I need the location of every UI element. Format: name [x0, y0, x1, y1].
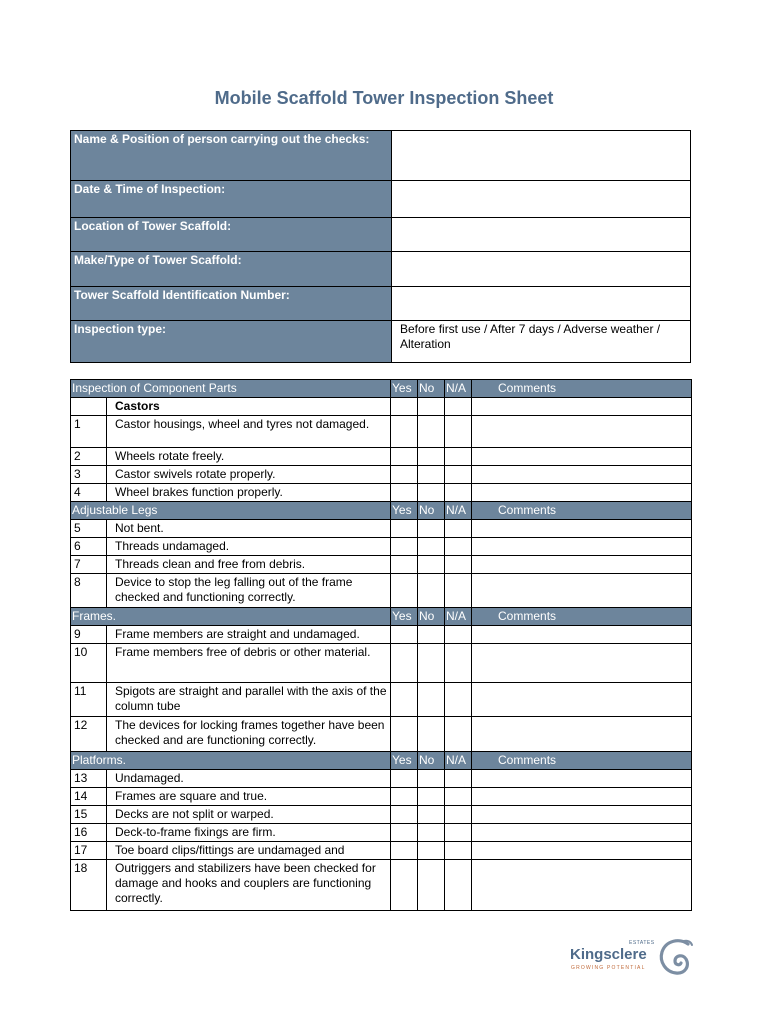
row-number: 6	[71, 538, 107, 556]
na-column-header: N/A	[445, 502, 472, 520]
details-value[interactable]	[392, 181, 691, 218]
checklist-item-text: Threads clean and free from debris.	[107, 556, 391, 574]
no-cell[interactable]	[418, 448, 445, 466]
checklist-item-text: The devices for locking frames together have been checked and are functioning correctly.	[107, 717, 391, 752]
checklist-item-text: Frame members are straight and undamaged.	[107, 626, 391, 644]
no-cell[interactable]	[418, 842, 445, 860]
row-number: 5	[71, 520, 107, 538]
comments-cell[interactable]	[472, 860, 692, 911]
comments-cell[interactable]	[472, 770, 692, 788]
na-column-header: N/A	[445, 752, 472, 770]
checklist-item-text: Spigots are straight and parallel with the axis of the column tube	[107, 683, 391, 717]
logo-estates: ESTATES	[629, 940, 655, 946]
comments-column-header: Comments	[472, 608, 692, 626]
na-cell[interactable]	[445, 626, 472, 644]
checklist-row	[71, 538, 692, 556]
no-column-header: No	[418, 752, 445, 770]
comments-cell[interactable]	[472, 556, 692, 574]
checklist-item-text: Frame members free of debris or other material.	[107, 644, 391, 683]
checklist-item-text: Threads undamaged.	[107, 538, 391, 556]
comments-cell[interactable]	[472, 717, 692, 752]
na-cell[interactable]	[445, 520, 472, 538]
details-row	[71, 321, 691, 363]
subheading-row	[71, 398, 692, 416]
checklist-row	[71, 466, 692, 484]
checklist-item-text: Device to stop the leg falling out of the frame checked and functioning correctly.	[107, 574, 391, 608]
na-cell[interactable]	[445, 683, 472, 717]
logo-tagline: GROWING POTENTIAL	[571, 965, 646, 971]
na-cell[interactable]	[445, 842, 472, 860]
no-cell[interactable]	[418, 626, 445, 644]
swirl-icon	[658, 938, 694, 976]
inspection-table	[70, 379, 692, 911]
yes-cell[interactable]	[391, 770, 418, 788]
no-cell[interactable]	[418, 416, 445, 448]
yes-cell[interactable]	[391, 717, 418, 752]
section-title: Adjustable Legs	[71, 502, 391, 520]
checklist-item-text: Castor swivels rotate properly.	[107, 466, 391, 484]
na-cell[interactable]	[445, 484, 472, 502]
comments-cell[interactable]	[472, 466, 692, 484]
na-cell[interactable]	[445, 538, 472, 556]
checklist-item-text: Decks are not split or warped.	[107, 806, 391, 824]
checklist-row	[71, 574, 692, 608]
checklist-row	[71, 860, 692, 911]
checklist-row	[71, 717, 692, 752]
yes-cell[interactable]	[391, 626, 418, 644]
yes-cell[interactable]	[391, 824, 418, 842]
na-cell[interactable]	[445, 717, 472, 752]
yes-cell[interactable]	[391, 484, 418, 502]
yes-cell[interactable]	[391, 556, 418, 574]
no-column-header: No	[418, 380, 445, 398]
yes-cell[interactable]	[391, 644, 418, 683]
checklist-item-text: Frames are square and true.	[107, 788, 391, 806]
no-column-header: No	[418, 502, 445, 520]
yes-cell[interactable]	[391, 398, 418, 416]
no-cell[interactable]	[418, 683, 445, 717]
no-cell[interactable]	[418, 398, 445, 416]
yes-cell[interactable]	[391, 538, 418, 556]
comments-cell[interactable]	[472, 626, 692, 644]
details-label: Date & Time of Inspection:	[71, 181, 392, 218]
inspection-type-value[interactable]: Before first use / After 7 days / Adverse weather / Alteration	[392, 321, 691, 363]
row-number: 15	[71, 806, 107, 824]
no-cell[interactable]	[418, 538, 445, 556]
checklist-row	[71, 806, 692, 824]
row-number: 2	[71, 448, 107, 466]
checklist-row	[71, 824, 692, 842]
comments-cell[interactable]	[472, 574, 692, 608]
checklist-row	[71, 520, 692, 538]
details-value[interactable]	[392, 131, 691, 181]
checklist-item-text: Wheels rotate freely.	[107, 448, 391, 466]
details-row	[71, 287, 691, 321]
no-cell[interactable]	[418, 520, 445, 538]
comments-cell[interactable]	[472, 644, 692, 683]
yes-cell[interactable]	[391, 806, 418, 824]
checklist-item-text: Deck-to-frame fixings are firm.	[107, 824, 391, 842]
details-value[interactable]	[392, 218, 691, 252]
na-cell[interactable]	[445, 556, 472, 574]
details-row	[71, 181, 691, 218]
comments-cell[interactable]	[472, 484, 692, 502]
na-cell[interactable]	[445, 806, 472, 824]
na-cell[interactable]	[445, 644, 472, 683]
no-cell[interactable]	[418, 466, 445, 484]
comments-column-header: Comments	[472, 502, 692, 520]
details-row	[71, 218, 691, 252]
comments-cell[interactable]	[472, 824, 692, 842]
yes-cell[interactable]	[391, 683, 418, 717]
row-number	[71, 398, 107, 416]
yes-column-header: Yes	[391, 502, 418, 520]
checklist-row	[71, 788, 692, 806]
no-cell[interactable]	[418, 556, 445, 574]
row-number: 18	[71, 860, 107, 911]
na-cell[interactable]	[445, 770, 472, 788]
checklist-item-text: Not bent.	[107, 520, 391, 538]
row-number: 14	[71, 788, 107, 806]
comments-column-header: Comments	[472, 380, 692, 398]
details-label: Make/Type of Tower Scaffold:	[71, 252, 392, 287]
details-row	[71, 252, 691, 287]
no-cell[interactable]	[418, 788, 445, 806]
yes-cell[interactable]	[391, 842, 418, 860]
yes-cell[interactable]	[391, 788, 418, 806]
comments-column-header: Comments	[472, 752, 692, 770]
row-number: 9	[71, 626, 107, 644]
comments-cell[interactable]	[472, 416, 692, 448]
subheading: Castors	[107, 398, 391, 416]
section-title: Inspection of Component Parts	[71, 380, 391, 398]
checklist-item-text: Outriggers and stabilizers have been checked for damage and hooks and couplers are functioning correctly.	[107, 860, 391, 911]
row-number: 7	[71, 556, 107, 574]
kingsclere-logo	[570, 936, 694, 978]
yes-column-header: Yes	[391, 380, 418, 398]
section-header-row	[71, 752, 692, 770]
comments-cell[interactable]	[472, 448, 692, 466]
comments-cell[interactable]	[472, 538, 692, 556]
details-label: Inspection type:	[71, 321, 392, 363]
row-number: 11	[71, 683, 107, 717]
comments-cell[interactable]	[472, 520, 692, 538]
checklist-item-text: Castor housings, wheel and tyres not damaged.	[107, 416, 391, 448]
yes-cell[interactable]	[391, 574, 418, 608]
checklist-row	[71, 626, 692, 644]
comments-cell[interactable]	[472, 788, 692, 806]
row-number: 8	[71, 574, 107, 608]
no-cell[interactable]	[418, 806, 445, 824]
checklist-row	[71, 683, 692, 717]
row-number: 4	[71, 484, 107, 502]
checklist-row	[71, 416, 692, 448]
row-number: 17	[71, 842, 107, 860]
row-number: 16	[71, 824, 107, 842]
checklist-item-text: Toe board clips/fittings are undamaged and	[107, 842, 391, 860]
no-cell[interactable]	[418, 717, 445, 752]
checklist-row	[71, 556, 692, 574]
document-title: Mobile Scaffold Tower Inspection Sheet	[214, 88, 554, 108]
section-title: Platforms.	[71, 752, 391, 770]
no-cell[interactable]	[418, 574, 445, 608]
details-value[interactable]	[392, 252, 691, 287]
details-row	[71, 131, 691, 181]
details-table	[70, 130, 691, 363]
details-value[interactable]	[392, 287, 691, 321]
section-header-row	[71, 608, 692, 626]
details-label: Location of Tower Scaffold:	[71, 218, 392, 252]
yes-cell[interactable]	[391, 520, 418, 538]
checklist-row	[71, 644, 692, 683]
no-cell[interactable]	[418, 824, 445, 842]
no-cell[interactable]	[418, 860, 445, 911]
yes-cell[interactable]	[391, 416, 418, 448]
checklist-row	[71, 770, 692, 788]
na-cell[interactable]	[445, 860, 472, 911]
na-column-header: N/A	[445, 380, 472, 398]
na-cell[interactable]	[445, 398, 472, 416]
checklist-item-text: Wheel brakes function properly.	[107, 484, 391, 502]
checklist-row	[71, 448, 692, 466]
no-column-header: No	[418, 608, 445, 626]
no-cell[interactable]	[418, 770, 445, 788]
no-cell[interactable]	[418, 644, 445, 683]
na-cell[interactable]	[445, 448, 472, 466]
na-cell[interactable]	[445, 788, 472, 806]
section-header-row	[71, 502, 692, 520]
comments-cell[interactable]	[472, 398, 692, 416]
na-cell[interactable]	[445, 574, 472, 608]
checklist-row	[71, 484, 692, 502]
row-number: 10	[71, 644, 107, 683]
na-cell[interactable]	[445, 824, 472, 842]
yes-column-header: Yes	[391, 752, 418, 770]
na-column-header: N/A	[445, 608, 472, 626]
logo-wordmark: Kingsclere	[570, 946, 647, 963]
row-number: 1	[71, 416, 107, 448]
section-header-row	[71, 380, 692, 398]
yes-cell[interactable]	[391, 860, 418, 911]
details-label: Tower Scaffold Identification Number:	[71, 287, 392, 321]
comments-cell[interactable]	[472, 683, 692, 717]
na-cell[interactable]	[445, 466, 472, 484]
comments-cell[interactable]	[472, 806, 692, 824]
row-number: 13	[71, 770, 107, 788]
checklist-row	[71, 842, 692, 860]
checklist-item-text: Undamaged.	[107, 770, 391, 788]
no-cell[interactable]	[418, 484, 445, 502]
row-number: 12	[71, 717, 107, 752]
details-label: Name & Position of person carrying out the checks:	[71, 131, 392, 181]
yes-column-header: Yes	[391, 608, 418, 626]
row-number: 3	[71, 466, 107, 484]
section-title: Frames.	[71, 608, 391, 626]
na-cell[interactable]	[445, 416, 472, 448]
yes-cell[interactable]	[391, 466, 418, 484]
yes-cell[interactable]	[391, 448, 418, 466]
comments-cell[interactable]	[472, 842, 692, 860]
